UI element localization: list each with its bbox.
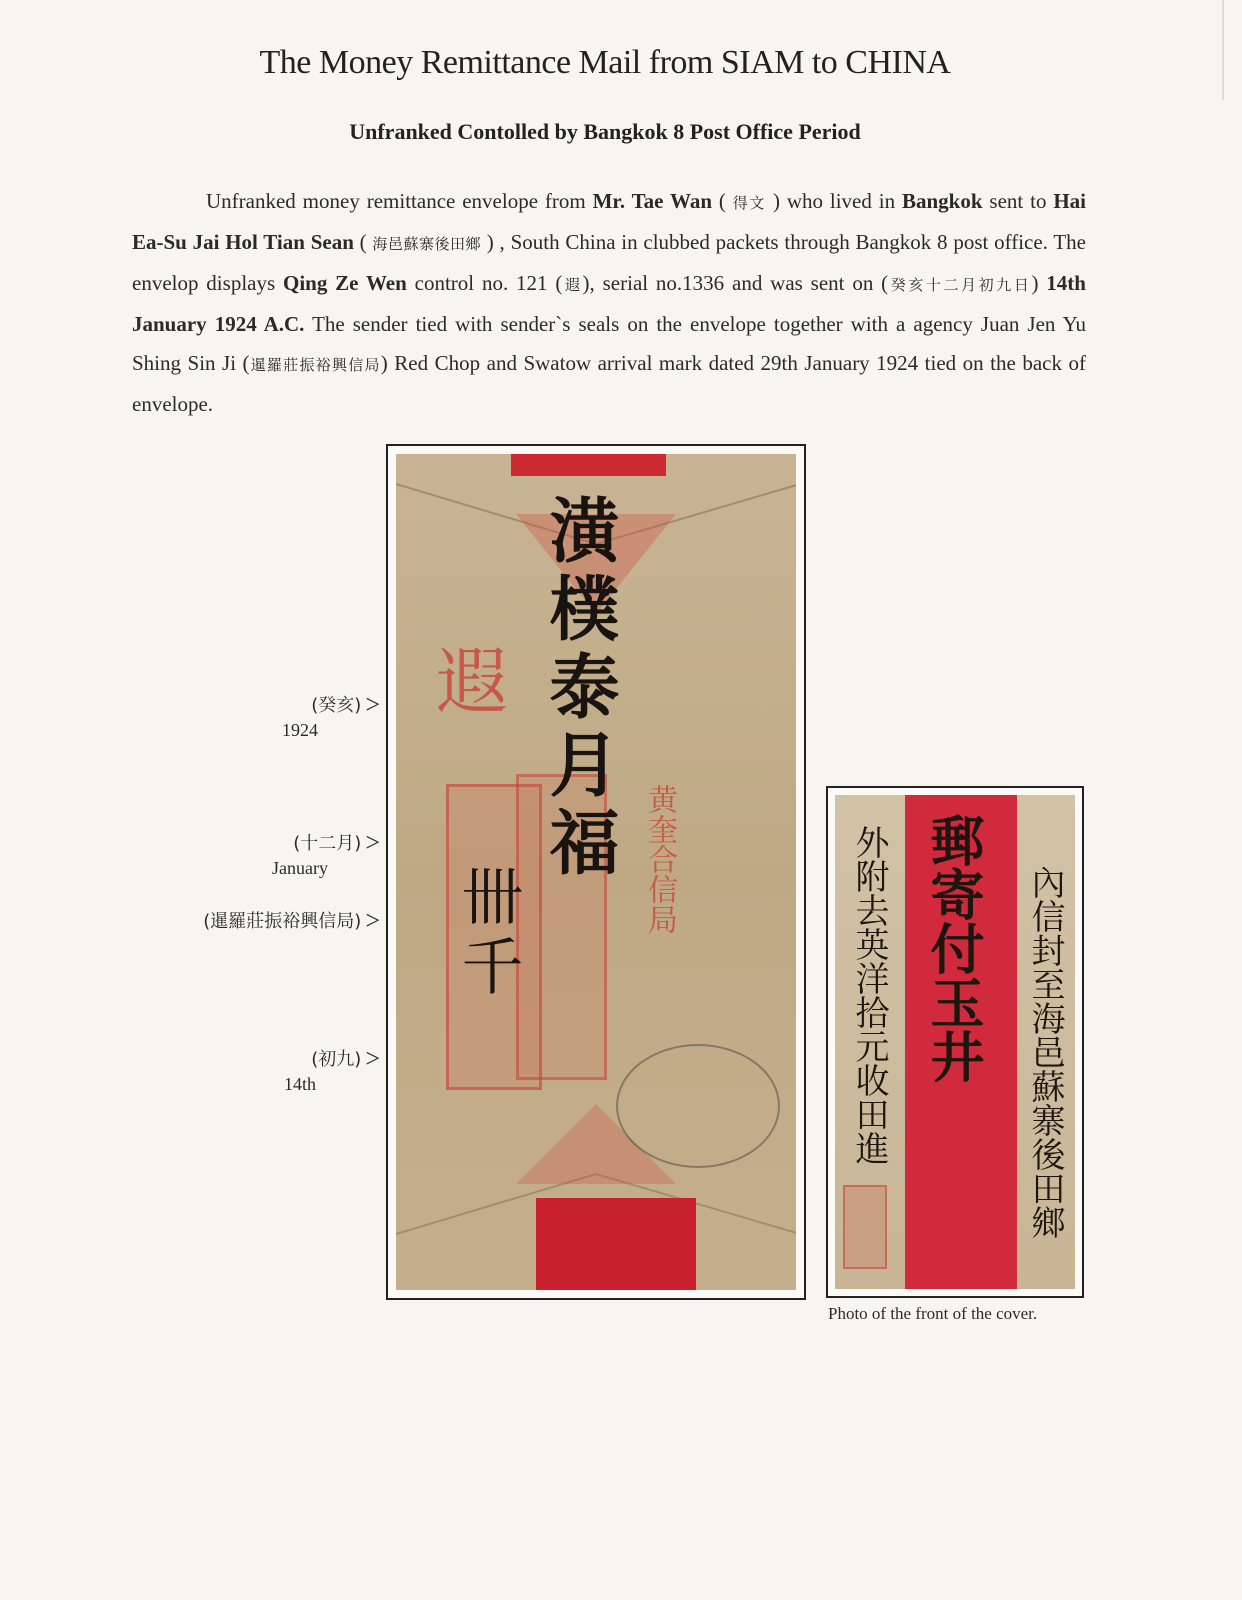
red-band-bottom bbox=[536, 1198, 696, 1290]
annotation-agency bbox=[120, 906, 380, 936]
desc-text-5: ( bbox=[353, 230, 373, 254]
annotation-year bbox=[160, 690, 380, 741]
cover-back-photo bbox=[386, 444, 806, 1300]
arrow-icon: > bbox=[365, 828, 380, 857]
cover-front-photo bbox=[826, 786, 1084, 1298]
desc-text-10: The sender tied with sender`s seals on the envelope together with a agency Juan Jen Yu Shing Sin Ji ( bbox=[132, 312, 1086, 375]
desc-text-6: ) , South China in clubbed packets through Bangkok 8 post office. The envelop displays bbox=[132, 230, 1086, 295]
desc-sender-name: Mr. Tae Wan bbox=[592, 189, 713, 213]
arrow-icon: > bbox=[365, 690, 380, 719]
desc-city: Bangkok bbox=[901, 189, 983, 213]
swatow-arrival-postmark bbox=[616, 1044, 780, 1168]
desc-text-1: Unfranked money remittance envelope from bbox=[206, 189, 593, 213]
desc-text-2: ( bbox=[712, 189, 733, 213]
annotation-month-label: January bbox=[272, 858, 328, 878]
description-text bbox=[132, 182, 1086, 424]
desc-control-cn: 遐 bbox=[562, 276, 583, 294]
annotation-month-cn: (十二月) bbox=[293, 833, 362, 854]
photo-caption: Photo of the front of the cover. bbox=[828, 1304, 1038, 1323]
desc-agency-cn: 暹羅莊振裕興信局 bbox=[249, 356, 381, 374]
sender-red-seal: 黄奎合信局 bbox=[642, 784, 677, 934]
page-edge bbox=[1222, 0, 1224, 100]
annotation-day bbox=[160, 1044, 380, 1095]
annotation-day-cn: (初九) bbox=[311, 1049, 362, 1070]
desc-sender-cn: 得文 bbox=[732, 194, 767, 212]
handwritten-right-column: 內信封至海邑蘇寨後田鄉 bbox=[1025, 865, 1065, 1239]
desc-text-3: ) who lived in bbox=[766, 189, 902, 213]
desc-text-4: sent to bbox=[982, 189, 1054, 213]
annotation-day-label: 14th bbox=[283, 1074, 316, 1094]
desc-control-name: Qing Ze Wen bbox=[282, 271, 407, 295]
desc-recipient: Hai Ea-Su Jai Hol Tian Sean bbox=[132, 189, 1086, 254]
page-subtitle: Unfranked Contolled by Bangkok 8 Post Office Period bbox=[349, 119, 861, 144]
annotation-year-cn: (癸亥) bbox=[311, 695, 362, 716]
page-title: The Money Remittance Mail from SIAM to CHINA bbox=[259, 44, 951, 81]
envelope-front bbox=[835, 795, 1075, 1289]
envelope-back bbox=[396, 454, 796, 1290]
annotation-agency-cn: (暹羅莊振裕興信局) bbox=[203, 911, 362, 932]
description-paragraph bbox=[132, 182, 1086, 424]
arrow-icon: > bbox=[365, 1044, 380, 1073]
control-mark-chop: 遐 bbox=[436, 640, 509, 724]
handwritten-center-column: 郵寄付玉井 bbox=[922, 813, 985, 1083]
desc-date-cn: 癸亥十二月初九日 bbox=[888, 276, 1032, 294]
handwritten-serial: 卌千 bbox=[451, 864, 524, 1004]
desc-date: 14th January 1924 A.C. bbox=[132, 271, 1086, 336]
desc-text-8: ), serial no.1336 and was sent on ( bbox=[582, 271, 889, 295]
handwritten-address: 潢樸泰月福 bbox=[538, 494, 620, 884]
annotation-month bbox=[160, 828, 380, 879]
desc-text-9: ) bbox=[1031, 271, 1047, 295]
desc-text-11: ) Red Chop and Swatow arrival mark dated 29th January 1924 tied on the back of envelope. bbox=[132, 351, 1086, 416]
sender-seal-front bbox=[843, 1185, 887, 1269]
arrow-icon: > bbox=[365, 906, 380, 935]
annotation-year-label: 1924 bbox=[282, 720, 318, 740]
handwritten-left-column: 外附去英洋拾元收田進 bbox=[849, 825, 889, 1165]
desc-recipient-cn: 海邑蘇寨後田鄉 bbox=[372, 235, 482, 253]
red-band-top bbox=[511, 454, 666, 476]
desc-text-7: control no. 121 ( bbox=[406, 271, 563, 295]
